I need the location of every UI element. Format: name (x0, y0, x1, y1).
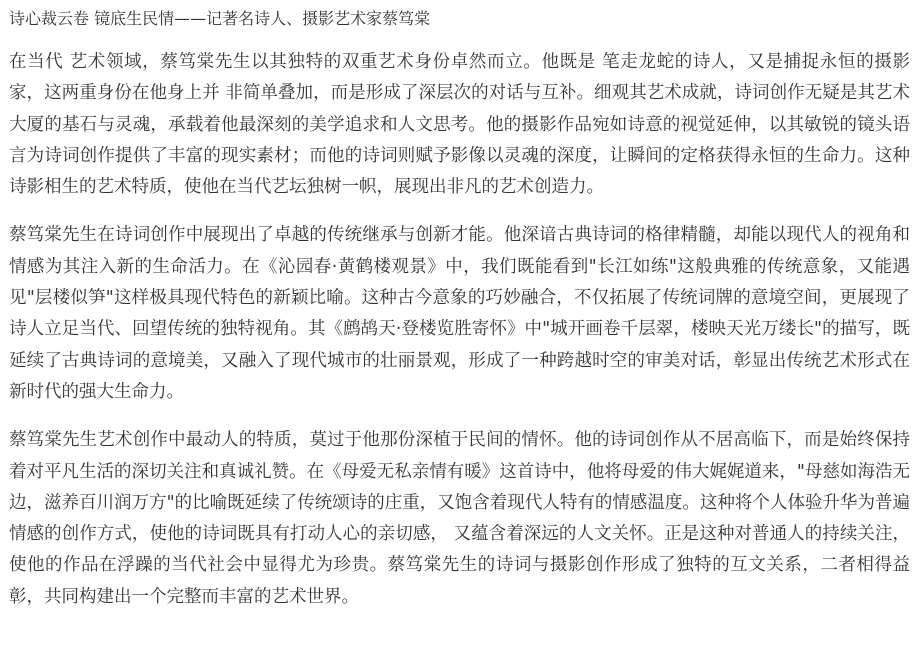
article-title: 诗心裁云卷 镜底生民情——记著名诗人、摄影艺术家蔡笃棠 (9, 9, 431, 28)
article-paragraph-2: 蔡笃棠先生在诗词创作中展现出了卓越的传统继承与创新才能。他深谙古典诗词的格律精髓，却能以现代人的视角和情感为其注入新的生命活力。在《沁园春·黄鹤楼观景》中，我们既能看到"长江如练"这般典雅的传统意象，又能遇见"层楼似笋"这样极具现代特色的新颖比喻。这种古今意象的巧妙融合，不仅拓展了传统词牌的意境空间，更展现了诗人立足当代、回望传统的独特视角。其《鹧鸪天·登楼览胜寄怀》中"城开画卷千层翠，楼映天光万缕长"的描写，既延续了古典诗词的意境美，又融入了现代城市的壮丽景观，形成了一种跨越时空的审美对话，彰显出传统艺术形式在新时代的强大生命力。 (9, 225, 910, 402)
article-paragraph-1: 在当代 艺术领域，蔡笃棠先生以其独特的双重艺术身份卓然而立。他既是 笔走龙蛇的诗人，又是捕捉永恒的摄影家，这两重身份在他身上并 非简单叠加，而是形成了深层次的对话与互补。细观其艺术成就，诗词创作无疑是其艺术大厦的基石与灵魂，承载着他最深刻的美学追求和人文思考。他的摄影作品宛如诗意的视觉延伸，以其敏锐的镜头语言为诗词创作提供了丰富的现实素材；而他的诗词则赋予影像以灵魂的深度，让瞬间的定格获得永恒的生命力。这种诗影相生的艺术特质，使他在当代艺坛独树一帜，展现出非凡的艺术创造力。 (9, 52, 910, 198)
article-paragraph-3: 蔡笃棠先生艺术创作中最动人的特质，莫过于他那份深植于民间的情怀。他的诗词创作从不居高临下，而是始终保持着对平凡生活的深切关注和真诚礼赞。在《母爱无私亲情有暖》这首诗中，他将母爱的伟大娓娓道来，"母慈如海浩无边，滋养百川润万方"的比喻既延续了传统颂诗的庄重，又饱含着现代人特有的情感温度。这种将个人体验升华为普遍情感的创作方式，使他的诗词既具有打动人心的亲切感， 又蕴含着深远的人文关怀。正是这种对普通人的持续关注，使他的作品在浮躁的当代社会中显得尤为珍贵。蔡笃棠先生的诗词与摄影创作形成了独特的互文关系，二者相得益彰，共同构建出一个完整而丰富的艺术世界。 (9, 430, 910, 607)
